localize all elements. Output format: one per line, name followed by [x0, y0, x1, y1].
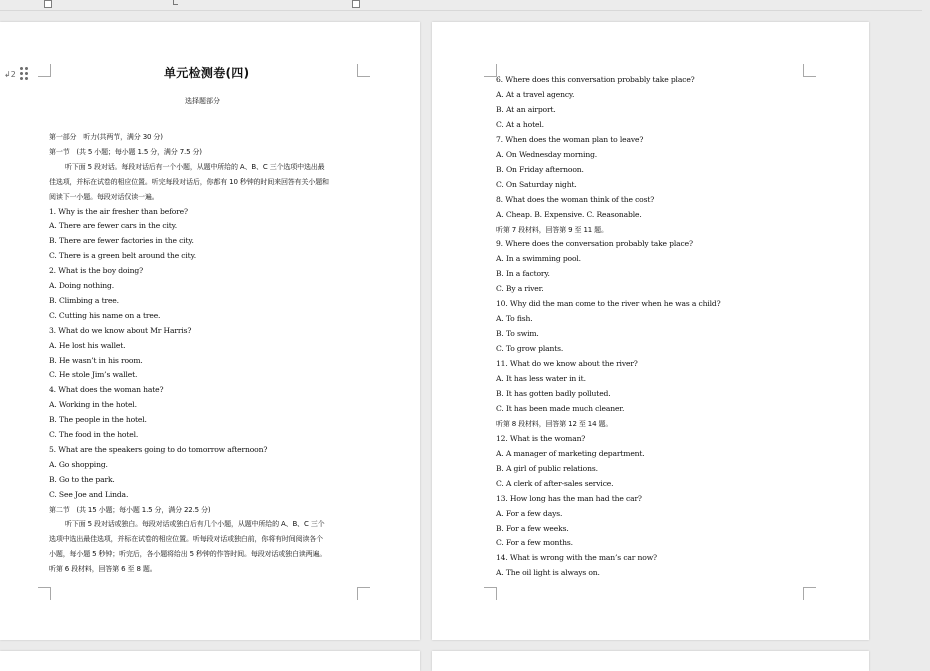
left-page-line: A. He lost his wallet.: [49, 340, 126, 350]
right-page-line: A. On Wednesday morning.: [496, 149, 598, 159]
left-page-line: A. Doing nothing.: [49, 281, 115, 290]
right-page-line: C. A clerk of after-sales service.: [496, 478, 614, 488]
paragraph-mark: ↲2: [4, 70, 16, 79]
right-page-line: A. For a few days.: [496, 508, 563, 518]
crop-mark-bottom-left: [38, 587, 51, 600]
workspace-edge: [922, 10, 930, 657]
right-page-line: B. In a factory.: [496, 269, 550, 279]
left-page-line: C. He stole Jim’s wallet.: [49, 370, 138, 380]
left-page-line: 5. What are the speakers going to do tomorrow afternoon?: [49, 444, 268, 454]
left-page-line: B. There are fewer factories in the city.: [49, 236, 194, 246]
right-page-line: B. For a few weeks.: [496, 523, 569, 533]
right-page-line: 12. What is the woman?: [496, 433, 586, 443]
left-page-line: 阅读下一小题。每段对话仅读一遍。: [49, 192, 159, 201]
right-page-line: 13. How long has the man had the car?: [496, 493, 642, 503]
crop-mark-top-left: [38, 64, 51, 77]
crop-mark-top-right: [803, 64, 816, 77]
right-page-line: B. It has gotten badly polluted.: [496, 388, 611, 398]
right-page-line: 10. Why did the man come to the river when he was a child?: [496, 299, 721, 309]
selection-handle-left[interactable]: [44, 0, 52, 8]
right-page-line: 14. What is wrong with the man’s car now?: [496, 553, 657, 563]
right-page-line: B. A girl of public relations.: [496, 463, 598, 473]
right-page-line: A. A manager of marketing department.: [496, 448, 645, 458]
document-subtitle: 选择题部分: [185, 97, 220, 105]
left-page-line: 3. What do we know about Mr Harris?: [49, 325, 192, 335]
left-page-line: 第二节 (共 15 小题；每小题 1.5 分，满分 22.5 分): [49, 505, 211, 514]
left-page-line: A. Go shopping.: [49, 459, 108, 469]
right-page-line: A. The oil light is always on.: [496, 568, 600, 578]
right-page-line: A. It has less water in it.: [496, 374, 586, 383]
left-page-line: 小题，每小题 5 秒钟；听完后，各小题将给出 5 秒钟的作答时间。每段对话或独白读两遍。: [49, 550, 327, 559]
left-page-line: 佳选项，并标在试卷的相应位置。听完每段对话后，你都有 10 秒钟的时间来回答有关小题和: [49, 177, 329, 186]
crop-mark-bottom-left: [484, 587, 497, 600]
left-page-line: 第一部分 听力(共两节，满分 30 分): [49, 133, 163, 141]
document-page-3[interactable]: [0, 651, 420, 671]
right-page-line: C. By a river.: [496, 284, 544, 294]
left-page-line: 1. Why is the air fresher than before?: [49, 206, 188, 216]
document-title: 单元检测卷(四): [164, 66, 250, 80]
left-page-line: 听下面 5 段对话。每段对话后有一个小题，从题中所给的 A、B、C 三个选项中选出最: [65, 162, 325, 171]
document-page-4[interactable]: [432, 651, 869, 671]
left-page-line: C. Cutting his name on a tree.: [49, 310, 161, 320]
right-page-line: 6. Where does this conversation probably take place?: [496, 75, 695, 84]
right-page-line: 听第 7 段材料，回答第 9 至 11 题。: [496, 225, 608, 234]
right-page-line: C. At a hotel.: [496, 119, 544, 129]
right-page-line: 7. When does the woman plan to leave?: [496, 134, 644, 144]
left-page-line: A. There are fewer cars in the city.: [49, 221, 178, 231]
left-page-line: 选项中选出最佳选项，并标在试卷的相应位置。听每段对话或独白前，你将有时间阅读各个: [49, 535, 323, 544]
left-page-line: 听第 6 段材料，回答第 6 至 8 题。: [49, 565, 157, 574]
right-page-line: C. It has been made much cleaner.: [496, 403, 625, 413]
left-page-line: C. There is a green belt around the city.: [49, 251, 196, 261]
right-page-line: A. Cheap. B. Expensive. C. Reasonable.: [496, 209, 642, 219]
crop-mark-bottom-right: [803, 587, 816, 600]
left-page-line: 2. What is the boy doing?: [49, 266, 144, 276]
left-page-line: B. He wasn’t in his room.: [49, 355, 143, 365]
left-page-line: B. Go to the park.: [49, 474, 115, 484]
right-page-line: 9. Where does the conversation probably take place?: [496, 239, 693, 249]
crop-mark-bottom-right: [357, 587, 370, 600]
right-page-line: A. In a swimming pool.: [496, 254, 581, 264]
left-page-line: C. See Joe and Linda.: [49, 489, 129, 499]
right-page-line: B. On Friday afternoon.: [496, 164, 584, 174]
left-page-line: C. The food in the hotel.: [49, 430, 139, 439]
crop-mark-top-right: [357, 64, 370, 77]
right-page-line: 11. What do we know about the river?: [496, 359, 638, 369]
drag-handle-icon[interactable]: [19, 66, 28, 82]
left-page-line: B. The people in the hotel.: [49, 415, 147, 425]
right-page-line: 8. What does the woman think of the cost?: [496, 194, 655, 204]
selection-handle-right[interactable]: [352, 0, 360, 8]
left-page-line: 4. What does the woman hate?: [49, 385, 164, 395]
right-page-line: C. On Saturday night.: [496, 179, 577, 189]
left-page-line: 第一节 (共 5 小题；每小题 1.5 分，满分 7.5 分): [49, 147, 202, 156]
right-page-line: B. To swim.: [496, 329, 539, 339]
right-page-line: C. To grow plants.: [496, 344, 564, 354]
left-page-line: 听下面 5 段对话或独白。每段对话或独白后有几个小题，从题中所给的 A、B、C 三个: [65, 520, 325, 529]
right-page-line: 听第 8 段材料，回答第 12 至 14 题。: [496, 419, 613, 428]
left-page-line: B. Climbing a tree.: [49, 295, 119, 305]
right-page-line: A. At a travel agency.: [496, 89, 575, 99]
column-marker: [173, 0, 178, 5]
right-page-line: B. At an airport.: [496, 104, 556, 114]
top-ruler: [0, 0, 930, 11]
left-page-line: A. Working in the hotel.: [49, 400, 137, 410]
right-page-line: C. For a few months.: [496, 538, 573, 548]
right-page-line: A. To fish.: [496, 314, 533, 324]
